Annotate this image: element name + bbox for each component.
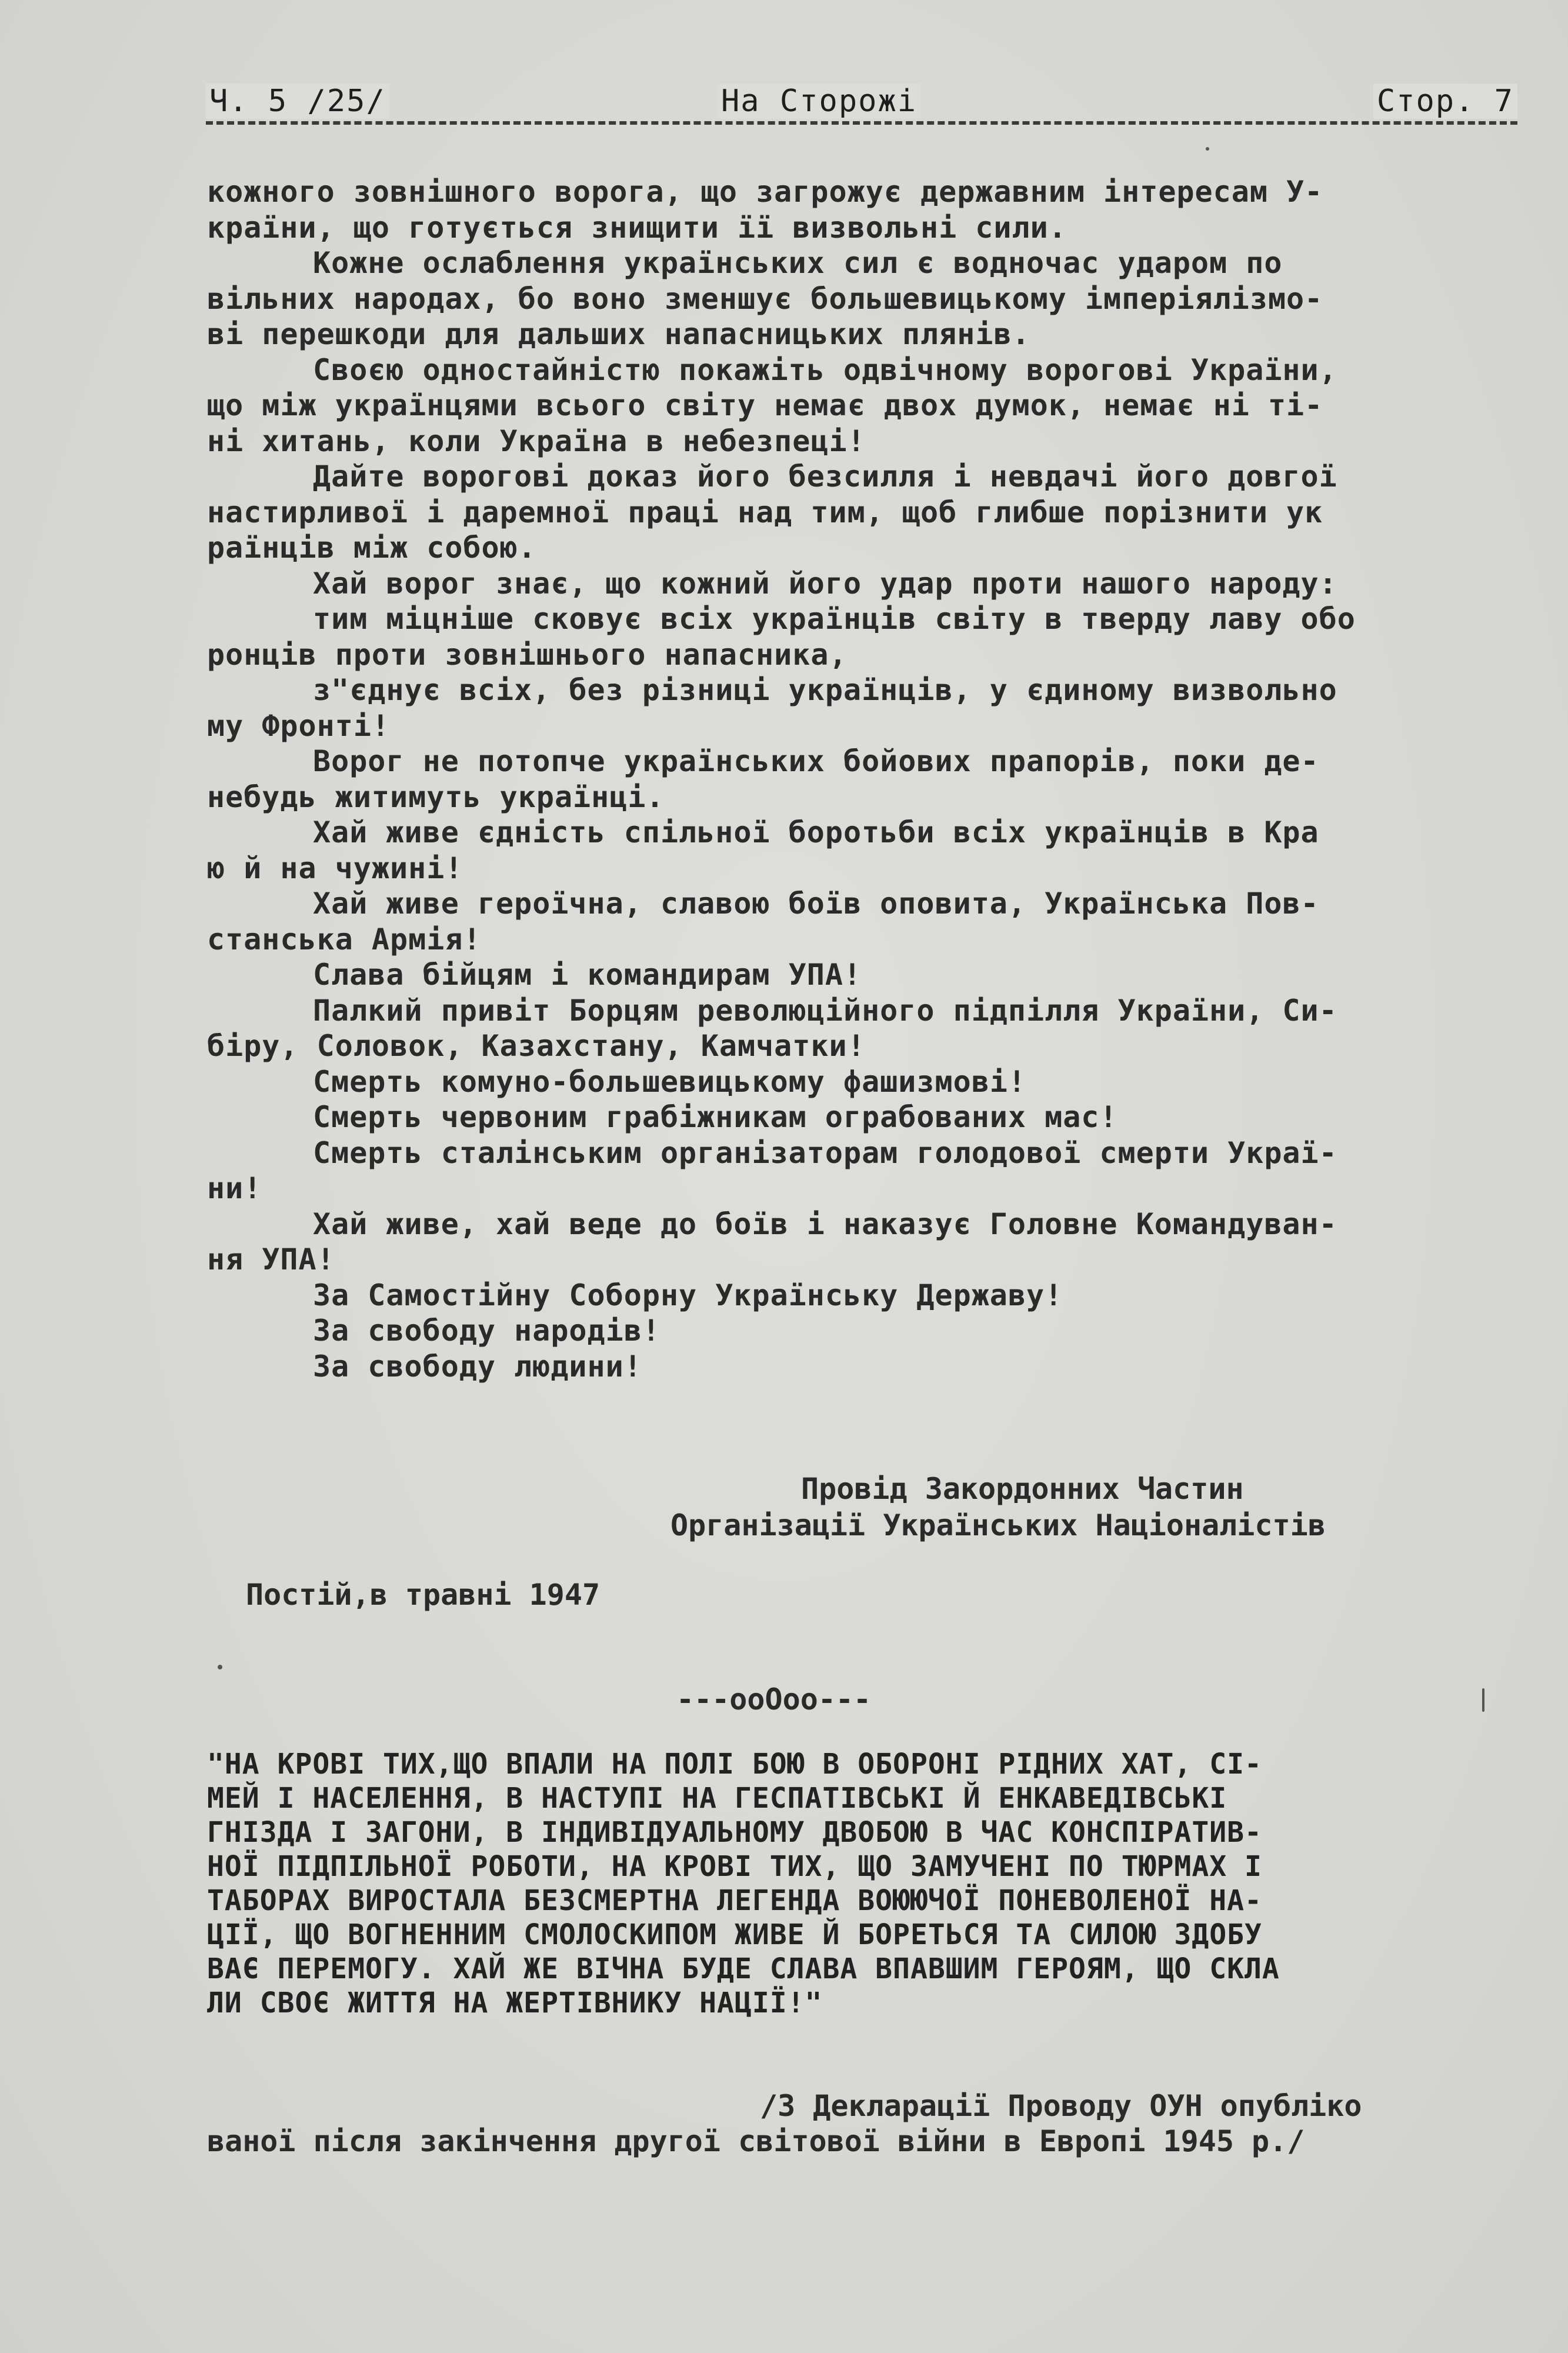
text-line: Ворог не потопче українських бойових прапорів, поки де- — [313, 744, 1319, 778]
declaration-quote — [207, 1747, 1530, 2020]
text-line: Хай живе, хай веде до боїв і наказує Головне Командуван- — [313, 1207, 1337, 1241]
text-line: вільних народах, бо воно зменшує большевицькому імперіялізмо- — [207, 281, 1323, 316]
page-number: Стор. 7 — [1373, 84, 1517, 119]
quote-line: "НА КРОВІ ТИХ,ЩО ВПАЛИ НА ПОЛІ БОЮ В ОБОРОНІ РІДНИХ ХАТ, СІ- — [207, 1748, 1262, 1781]
quote-line: ЦІЇ, ЩО ВОГНЕННИМ СМОЛОСКИПОМ ЖИВЕ Й БОРЕТЬСЯ ТА СИЛОЮ ЗДОБУ — [207, 1918, 1262, 1951]
text-line: настирливої і даремної праці над тим, щоб глибше порізнити ук — [207, 495, 1323, 529]
page-header — [206, 84, 1517, 131]
text-line: Хай живе єдність спільної боротьби всіх українців в Кра — [313, 815, 1319, 849]
header-dash-line — [206, 121, 1517, 125]
text-line: кожного зовнішного ворога, що загрожує державним інтересам У- — [207, 175, 1323, 209]
issue-number: Ч. 5 /25/ — [206, 84, 389, 119]
text-line: му Фронті! — [207, 708, 391, 743]
text-line: Кожне ослаблення українських сил є водночас ударом по — [313, 246, 1283, 280]
signature-line-2: Організації Українських Націоналістів — [670, 1508, 1326, 1542]
text-line: небудь житимуть українці. — [207, 779, 665, 814]
quote-line: ЛИ СВОЄ ЖИТТЯ НА ЖЕРТІВНИКУ НАЦІЇ!" — [207, 1987, 823, 2019]
text-line: ю й на чужині! — [207, 851, 463, 885]
text-line: ронців проти зовнішнього напасника, — [207, 637, 848, 672]
text-line: Смерть комуно-большевицькому фашизмові! — [313, 1064, 1026, 1099]
quote-line: НОЇ ПІДПІЛЬНОЇ РОБОТИ, НА КРОВІ ТИХ, ЩО ЗАМУЧЕНІ ПО ТЮРМАХ І — [207, 1850, 1262, 1883]
text-line: тим міцніше сковує всіх українців світу в тверду лаву обо — [313, 602, 1356, 636]
text-line: Слава бійцям і командирам УПА! — [313, 958, 862, 992]
text-line: Своєю одностайністю покажіть одвічному ворогові України, — [313, 352, 1337, 387]
quote-line: ТАБОРАХ ВИРОСТАЛА БЕЗСМЕРТНА ЛЕГЕНДА ВОЮЮЧОЇ ПОНЕВОЛЕНОЇ НА- — [207, 1884, 1262, 1917]
text-line: За Самостійну Соборну Українську Державу! — [313, 1278, 1063, 1312]
ink-speck — [1206, 147, 1209, 151]
text-line: раїнців між собою. — [207, 531, 536, 565]
ink-speck — [218, 1665, 222, 1669]
text-line: що між українцями всього світу немає двох думок, немає ні ті- — [207, 388, 1323, 422]
quote-line: ВАЄ ПЕРЕМОГУ. ХАЙ ЖЕ ВІЧНА БУДЕ СЛАВА ВПАВШИМ ГЕРОЯМ, ЩО СКЛА — [207, 1952, 1280, 1985]
text-line: ня УПА! — [207, 1242, 335, 1277]
signature-block — [670, 1471, 1494, 1544]
text-line: За свободу людини! — [313, 1349, 642, 1384]
text-line: Палкий привіт Борцям революційного підпілля України, Си- — [313, 993, 1337, 1028]
text-line: країни, що готується знищити її визвольні сили. — [207, 210, 1067, 245]
place-date: Постій,в травні 1947 — [246, 1578, 600, 1612]
quote-line: ГНІЗДА І ЗАГОНИ, В ІНДИВІДУАЛЬНОМУ ДВОБОЮ В ЧАС КОНСПІРАТИВ- — [207, 1816, 1262, 1849]
text-line: ві перешкоди для дальших напасницьких плянів. — [207, 317, 1030, 351]
source-line-2: ваної після закінчення другої світової війни в Европі 1945 р./ — [207, 2124, 1305, 2158]
text-line: ни! — [207, 1171, 262, 1205]
quote-line: МЕЙ І НАСЕЛЕННЯ, В НАСТУПІ НА ГЕСПАТІВСЬКІ Й ЕНКАВЕДІВСЬКІ — [207, 1782, 1227, 1815]
text-line: біру, Соловок, Казахстану, Камчатки! — [207, 1029, 866, 1063]
source-line-1: /З Декларації Проводу ОУН опубліко — [760, 2089, 1362, 2123]
quote-source — [207, 2088, 1530, 2159]
main-text — [207, 174, 1530, 1384]
text-line: За свободу народів! — [313, 1314, 660, 1348]
ink-speck — [1482, 1688, 1484, 1712]
section-divider: ---ооОоо--- — [676, 1682, 872, 1717]
text-line: Хай ворог знає, що кожний його удар проти нашого народу: — [313, 566, 1337, 601]
text-line: станська Армія! — [207, 922, 482, 956]
text-line: Дайте ворогові доказ його безсилля і невдачі його довгої — [313, 459, 1337, 494]
text-line: Смерть червоним грабіжникам ограбованих мас! — [313, 1100, 1118, 1134]
text-line: Смерть сталінським організаторам голодової смерти Украї- — [313, 1135, 1337, 1170]
publication-title: На Сторожі — [718, 84, 920, 119]
text-line: Хай живе героїчна, славою боїв оповита, Українська Пов- — [313, 886, 1319, 921]
text-line: з"єднує всіх, без різниці українців, у єдиному визвольно — [313, 673, 1337, 707]
text-line: ні хитань, коли Україна в небезпеці! — [207, 424, 866, 458]
signature-line-1: Провід Закордонних Частин — [801, 1472, 1244, 1506]
